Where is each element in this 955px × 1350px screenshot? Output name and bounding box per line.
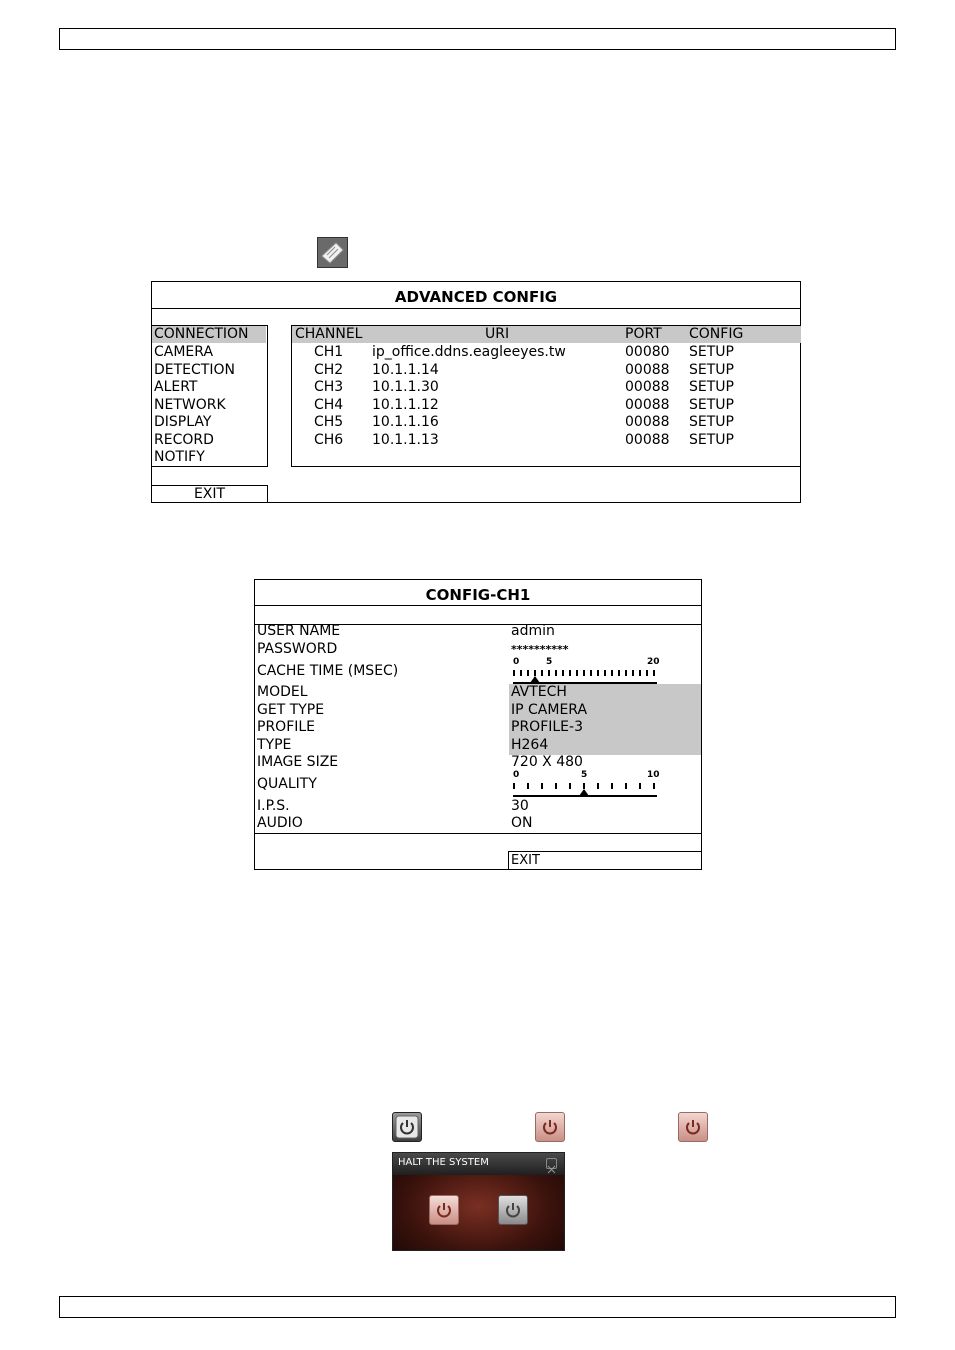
slider-tick (520, 670, 522, 676)
quality-slider[interactable] (513, 771, 661, 799)
password-value[interactable]: ********** (511, 643, 569, 656)
row-uri: 10.1.1.13 (372, 432, 439, 448)
slider-tick (597, 670, 599, 676)
menu-item-camera[interactable]: CAMERA (154, 344, 214, 360)
label-password: PASSWORD (257, 641, 338, 657)
power-icon (430, 1196, 458, 1224)
menu-item-network[interactable]: NETWORK (154, 397, 226, 413)
close-icon[interactable] (546, 1158, 557, 1169)
row-setup-button[interactable]: SETUP (689, 432, 734, 448)
slider-tick (569, 783, 571, 789)
title-divider (152, 308, 800, 309)
row-uri: 10.1.1.16 (372, 414, 439, 430)
slider-tick (632, 670, 634, 676)
slider-tick (555, 783, 557, 789)
label-type: TYPE (257, 737, 292, 753)
slider-tick (611, 783, 613, 789)
menu-item-notify[interactable]: NOTIFY (154, 449, 205, 465)
row-setup-button[interactable]: SETUP (689, 344, 734, 360)
slider-tick (569, 670, 571, 676)
row-port: 00088 (625, 397, 670, 413)
config-exit-button[interactable]: EXIT (508, 851, 702, 870)
col-header-channel: CHANNEL (295, 326, 363, 342)
menu-item-alert[interactable]: ALERT (154, 379, 198, 395)
row-channel: CH5 (314, 414, 344, 430)
slider-tick (576, 670, 578, 676)
slider-tick (597, 783, 599, 789)
row-port: 00088 (625, 362, 670, 378)
power-button-grey[interactable] (392, 1112, 422, 1142)
slider-tick (646, 670, 648, 676)
slider-tick (590, 670, 592, 676)
footer-divider (255, 833, 701, 834)
slider-mid-label: 5 (546, 657, 553, 667)
row-setup-button[interactable]: SETUP (689, 379, 734, 395)
get-type-value[interactable]: IP CAMERA (511, 702, 588, 718)
slider-tick (653, 783, 655, 789)
row-port: 00088 (625, 432, 670, 448)
slider-tick (625, 783, 627, 789)
row-port: 00088 (625, 379, 670, 395)
advanced-config-title: ADVANCED CONFIG (394, 288, 558, 306)
slider-tick (625, 670, 627, 676)
audio-value[interactable]: ON (511, 815, 533, 831)
label-quality: QUALITY (257, 776, 317, 792)
advanced-config-icon[interactable] (317, 237, 348, 268)
halt-dialog (392, 1152, 565, 1251)
advanced-exit-button[interactable]: EXIT (152, 485, 268, 503)
row-channel: CH2 (314, 362, 344, 378)
menu-item-connection[interactable]: CONNECTION (154, 326, 249, 342)
config-title: CONFIG-CH1 (425, 586, 531, 604)
power-button-pink-2[interactable] (678, 1112, 708, 1142)
advanced-config-panel (151, 281, 801, 503)
label-audio: AUDIO (257, 815, 303, 831)
col-header-uri: URI (485, 326, 510, 342)
row-channel: CH6 (314, 432, 344, 448)
type-value[interactable]: H264 (511, 737, 549, 753)
power-icon (499, 1196, 527, 1224)
slider-min-label: 0 (513, 770, 520, 780)
row-port: 00080 (625, 344, 670, 360)
col-header-config: CONFIG (689, 326, 744, 342)
slider-tick (611, 670, 613, 676)
menu-item-record[interactable]: RECORD (154, 432, 214, 448)
row-uri: 10.1.1.30 (372, 379, 439, 395)
label-get-type: GET TYPE (257, 702, 325, 718)
image-size-value[interactable]: 720 X 480 (511, 754, 583, 770)
slider-thumb[interactable] (530, 676, 540, 683)
menu-item-detection[interactable]: DETECTION (154, 362, 235, 378)
row-channel: CH3 (314, 379, 344, 395)
row-channel: CH4 (314, 397, 344, 413)
label-model: MODEL (257, 684, 308, 700)
row-uri: 10.1.1.12 (372, 397, 439, 413)
page-footer-frame (59, 1296, 896, 1318)
power-icon (393, 1113, 421, 1141)
slider-max-label: 10 (647, 770, 660, 780)
slider-tick (583, 670, 585, 676)
side-menu (152, 325, 268, 467)
slider-tick (548, 670, 550, 676)
slider-tick (639, 670, 641, 676)
slider-max-label: 20 (647, 657, 660, 667)
row-port: 00088 (625, 414, 670, 430)
slider-tick (513, 783, 515, 789)
label-image-size: IMAGE SIZE (257, 754, 339, 770)
slider-tick (639, 783, 641, 789)
row-uri: ip_office.ddns.eagleeyes.tw (372, 344, 566, 360)
slider-tick (555, 670, 557, 676)
config-ch1-panel (254, 579, 702, 870)
label-profile: PROFILE (257, 719, 316, 735)
ips-value[interactable]: 30 (511, 798, 529, 814)
user-name-value[interactable]: admin (511, 623, 555, 639)
slider-tick (541, 670, 543, 676)
power-icon (536, 1113, 564, 1141)
row-setup-button[interactable]: SETUP (689, 362, 734, 378)
slider-tick (604, 670, 606, 676)
slider-mid-label: 5 (581, 770, 588, 780)
row-uri: 10.1.1.14 (372, 362, 439, 378)
label-user-name: USER NAME (257, 623, 341, 639)
slider-tick (618, 670, 620, 676)
power-button-pink[interactable] (535, 1112, 565, 1142)
row-channel: CH1 (314, 344, 344, 360)
title-divider (255, 605, 701, 606)
row-setup-button[interactable]: SETUP (689, 414, 734, 430)
label-cache-time: CACHE TIME (MSEC) (257, 663, 399, 679)
menu-item-display[interactable]: DISPLAY (154, 414, 212, 430)
shutdown-button[interactable] (429, 1195, 459, 1225)
reboot-button[interactable] (498, 1195, 528, 1225)
page-header-frame (59, 28, 896, 50)
slider-tick (653, 670, 655, 676)
model-value[interactable]: AVTECH (511, 684, 567, 700)
col-header-port: PORT (625, 326, 662, 342)
row-setup-button[interactable]: SETUP (689, 397, 734, 413)
slider-tick (513, 670, 515, 676)
channel-table (291, 325, 801, 467)
profile-value[interactable]: PROFILE-3 (511, 719, 583, 735)
slider-tick (562, 670, 564, 676)
halt-dialog-title: HALT THE SYSTEM (398, 1157, 489, 1168)
slider-tick (527, 670, 529, 676)
power-icon (679, 1113, 707, 1141)
slider-thumb[interactable] (579, 789, 589, 796)
slider-tick (541, 783, 543, 789)
label-ips: I.P.S. (257, 798, 290, 814)
slider-min-label: 0 (513, 657, 520, 667)
slider-tick (527, 783, 529, 789)
cache-time-slider[interactable] (513, 658, 661, 686)
